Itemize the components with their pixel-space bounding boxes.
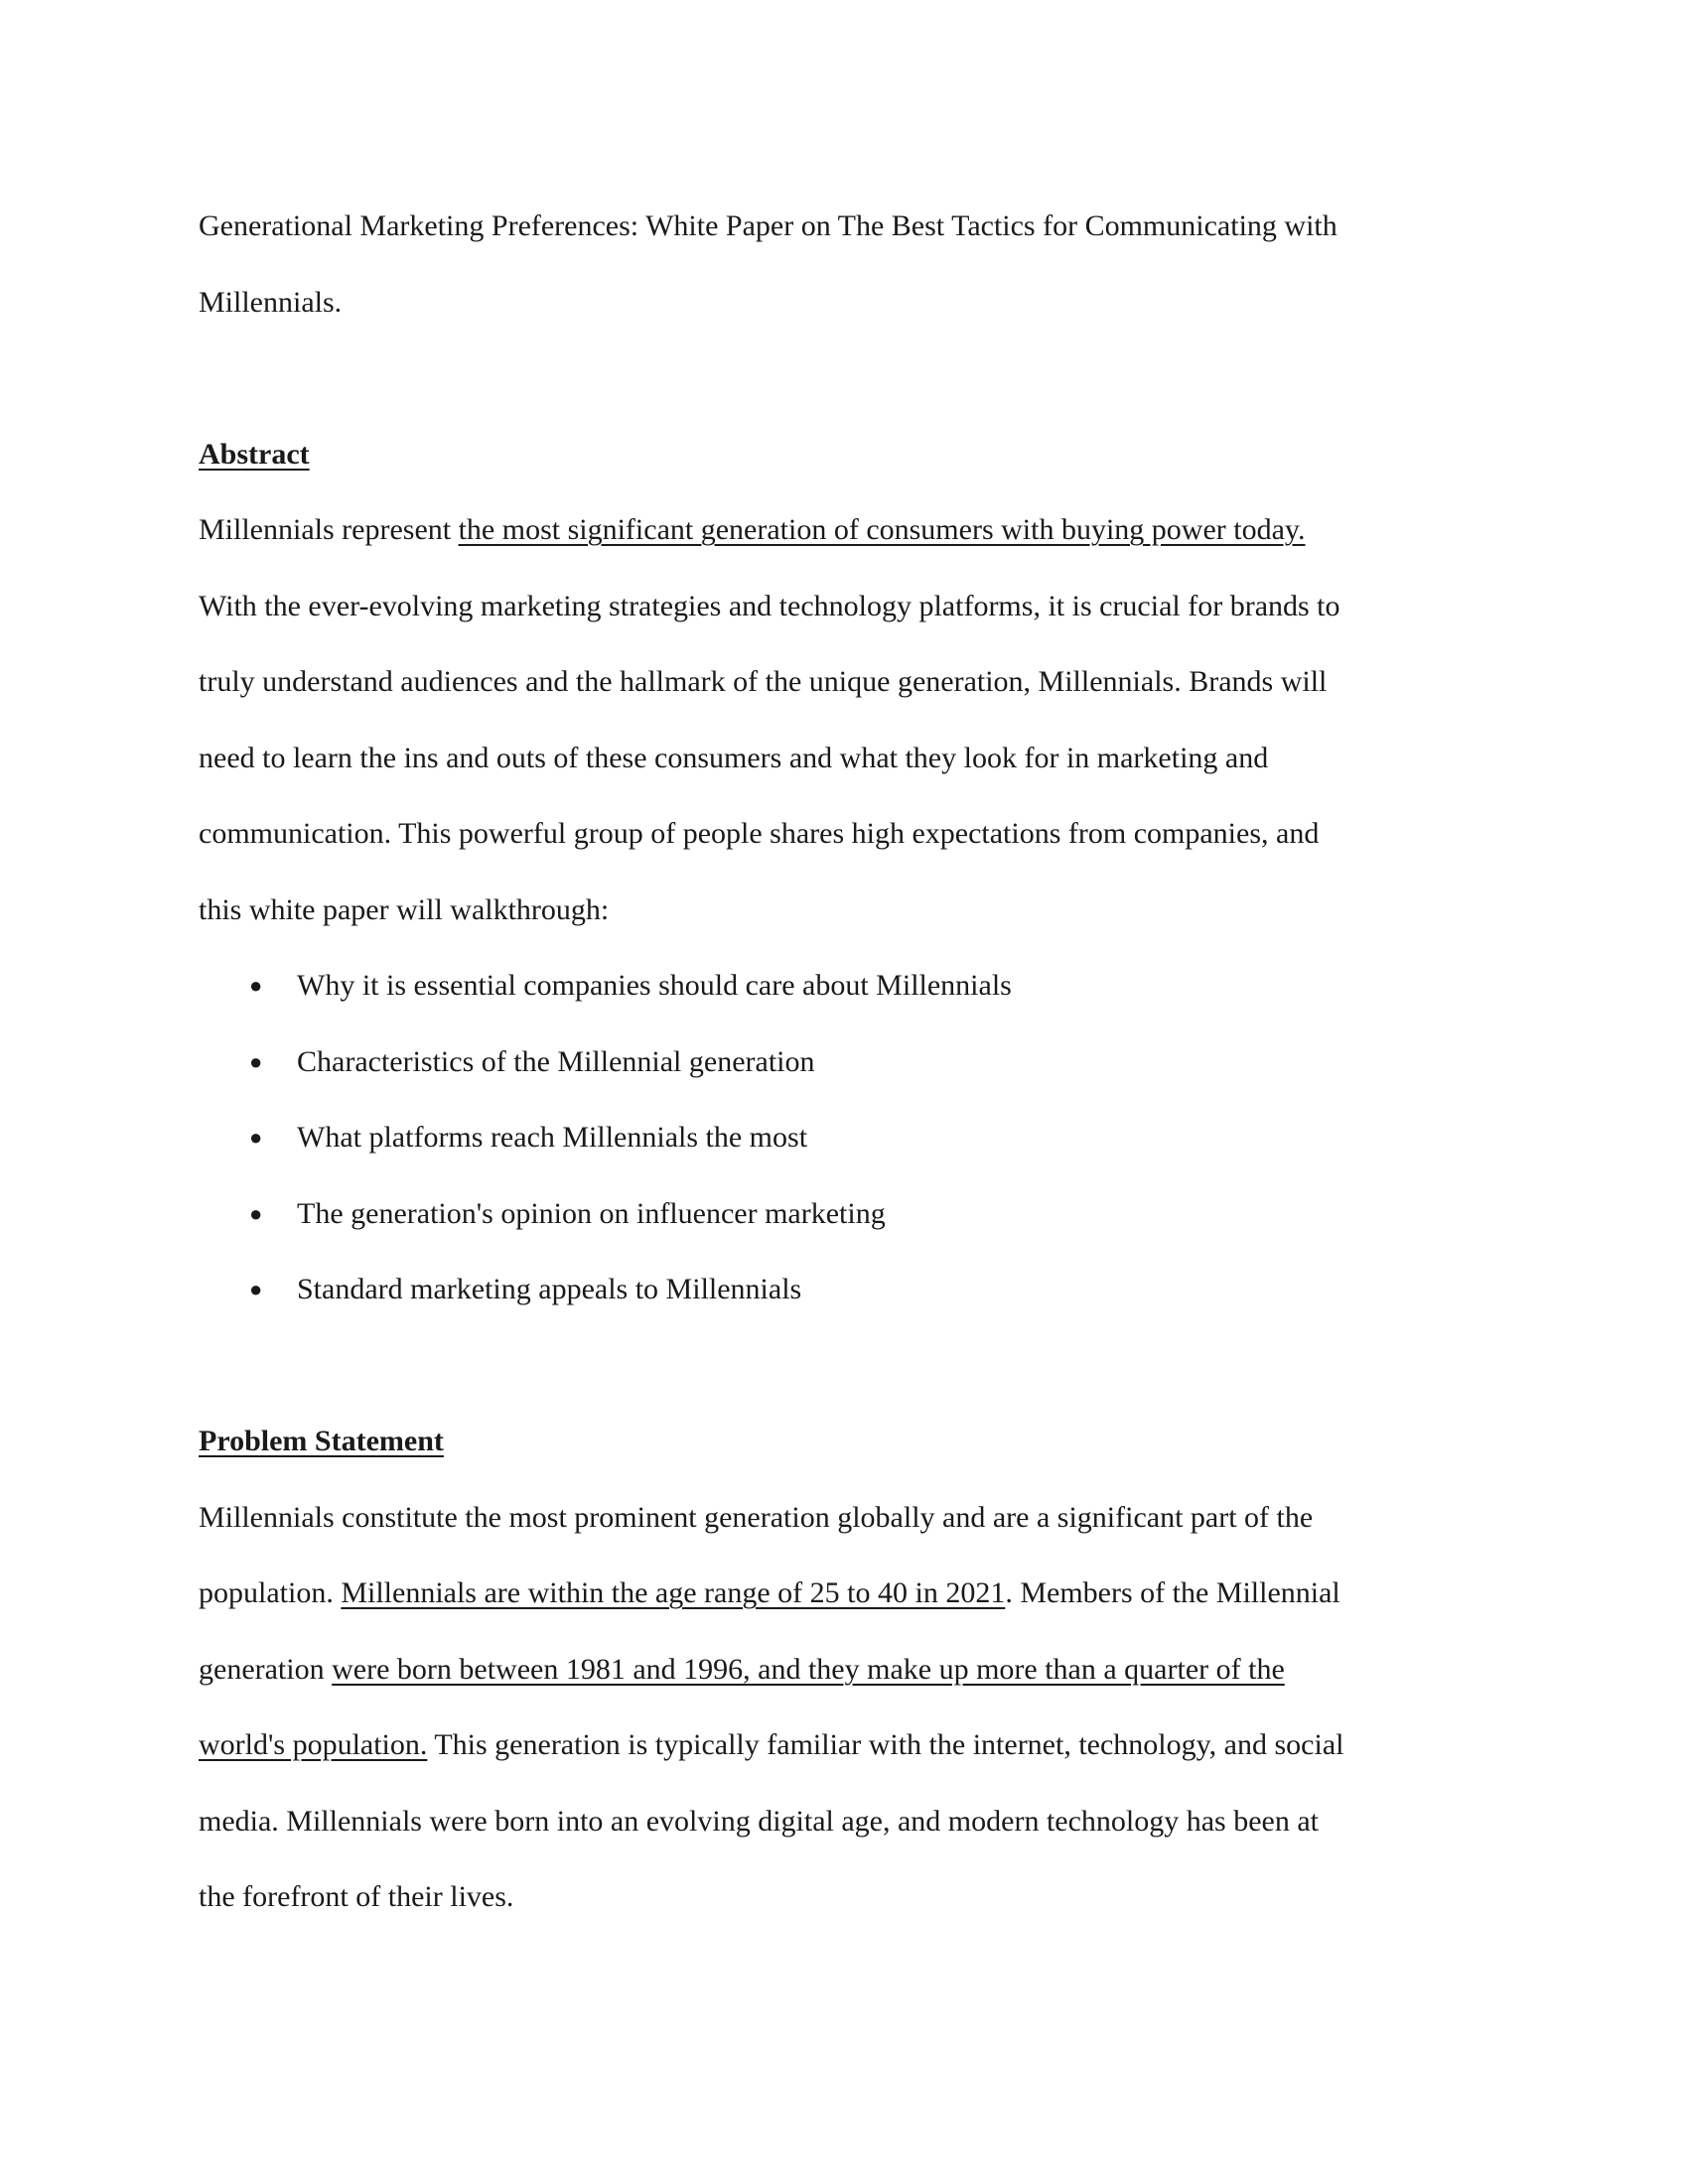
abstract-line-3: truly understand audiences and the hallmark of the unique generation, Millennials. Brands will [199,665,1328,698]
list-item-text: Why it is essential companies should care about Millennials [297,969,1012,1002]
abstract-heading: Abstract [199,437,310,471]
problem-line-4 [199,1707,1509,1784]
abstract-line-6: this white paper will walkthrough: [199,892,610,926]
problem-text: population. [199,1576,342,1609]
list-item-text: What platforms reach Millennials the most [297,1121,808,1154]
abstract-line-5: communication. This powerful group of people shares high expectations from companies, and [199,817,1320,850]
problem-text: . Members of the Millennial [1005,1576,1340,1609]
list-item-text: The generation's opinion on influencer marketing [297,1196,886,1230]
abstract-bullet-list [199,948,1509,1328]
title-line-1: Generational Marketing Preferences: White Paper on The Best Tactics for Communicating with [199,209,1337,242]
bullet-icon: ● [249,1125,263,1150]
problem-line-2 [199,1556,1509,1632]
problem-link-age-range[interactable]: Millennials are within the age range of 25 to 40 in 2021 [341,1576,1006,1609]
abstract-text: Millennials represent [199,513,459,546]
problem-section [199,1404,1509,1480]
bullet-icon: ● [249,973,263,998]
problem-line-1: Millennials constitute the most prominent generation globally and are a significant part of the [199,1500,1314,1534]
bullet-icon: ● [249,1277,263,1301]
list-item [199,948,1509,1024]
abstract-line-2: With the ever-evolving marketing strategies and technology platforms, it is crucial for brands to [199,589,1340,622]
abstract-link[interactable]: the most significant generation of consumers with buying power today. [458,513,1306,546]
problem-line-5: media. Millennials were born into an evolving digital age, and modern technology has been at [199,1804,1320,1838]
problem-line-3 [199,1632,1509,1708]
title-line-2: Millennials. [199,285,343,319]
list-item [199,1100,1509,1176]
problem-link-world-population[interactable]: world's population. [199,1728,428,1761]
problem-text: generation [199,1652,333,1686]
problem-line-6: the forefront of their lives. [199,1880,514,1913]
document-page [199,189,1509,1936]
bullet-icon: ● [249,1200,263,1226]
list-item-text: Standard marketing appeals to Millennials [297,1273,802,1305]
abstract-section [199,417,1509,493]
problem-link-birth-years[interactable]: were born between 1981 and 1996, and they make up more than a quarter of the [332,1652,1285,1686]
spacer [199,1328,1509,1405]
list-item-text: Characteristics of the Millennial generation [297,1044,815,1078]
spacer [199,341,1509,417]
bullet-icon: ● [249,1048,263,1074]
list-item [199,1176,1509,1253]
abstract-line-1 [199,492,1509,569]
abstract-line-4: need to learn the ins and outs of these consumers and what they look for in marketing and [199,741,1269,774]
problem-text: This generation is typically familiar with the internet, technology, and social [427,1728,1344,1761]
list-item [199,1024,1509,1101]
problem-heading: Problem Statement [199,1425,444,1457]
list-item [199,1252,1509,1328]
